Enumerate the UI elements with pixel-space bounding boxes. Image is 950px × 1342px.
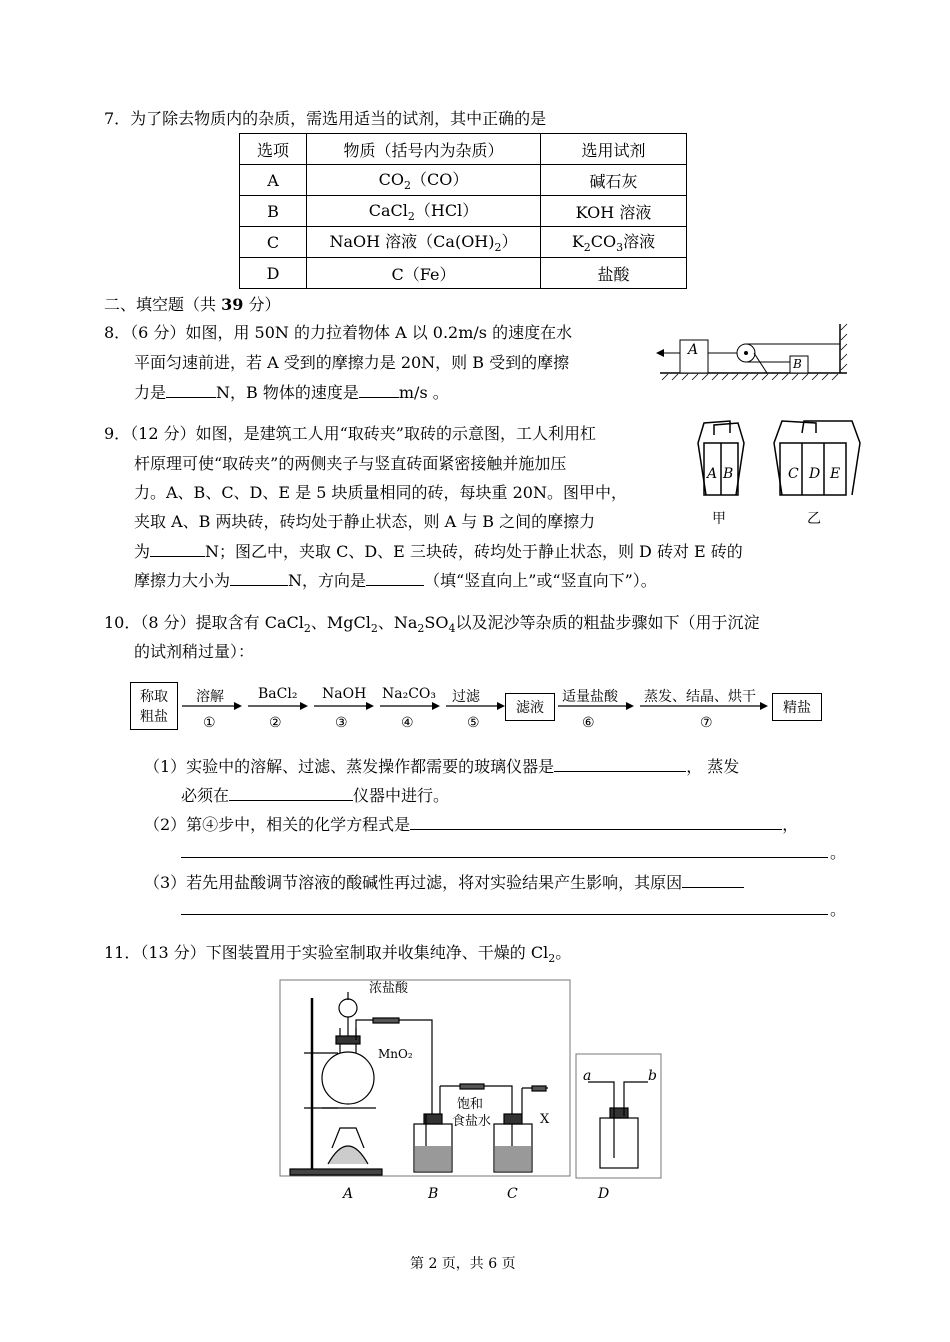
q7-stem: 7．为了除去物质内的杂质，需选用适当的试剂，其中正确的是: [104, 109, 547, 128]
q8-line-3: 力是 N，B 物体的速度是 m/s 。: [134, 383, 449, 402]
label-a: a: [583, 1068, 592, 1084]
q9-line-5: 为 N；图乙中，夹取 C、D、E 三块砖，砖均处于静止状态，则 D 砖对 E 砖的: [134, 542, 743, 561]
row-reagent: $K_2CO_3$溶液: [541, 227, 687, 258]
flow-step-num: ⑤: [467, 715, 480, 731]
q10-part-1: （1）实验中的溶解、过滤、蒸发操作都需要的玻璃仪器是 ， 蒸发: [144, 757, 740, 776]
flow-box-start: 称取 粗盐: [130, 682, 178, 730]
caption-d: D: [598, 1186, 610, 1202]
label-x: X: [540, 1112, 550, 1127]
caption-a: A: [343, 1186, 354, 1202]
header-option: 选项: [240, 134, 307, 165]
header-substance: 物质（括号内为杂质）: [307, 134, 541, 165]
fig-block-b-label: B: [793, 357, 802, 371]
flow-step-label: 适量盐酸: [562, 689, 618, 705]
brick-label: E: [830, 466, 841, 482]
answer-blank[interactable]: [166, 381, 216, 398]
q11-apparatus-figure: [278, 978, 668, 1184]
page-footer: 第 2 页，共 6 页: [410, 1256, 516, 1272]
row-option: D: [240, 258, 307, 289]
label-brine-2: 食盐水: [452, 1114, 492, 1129]
flow-step-label: 过滤: [452, 689, 480, 705]
fig-caption-jia: 甲: [712, 511, 726, 527]
row-option: B: [240, 196, 307, 227]
row-substance: C（Fe）: [307, 258, 541, 289]
brick-label: D: [809, 466, 821, 482]
row-reagent: 碱石灰: [541, 165, 687, 196]
flow-step-num: ①: [203, 715, 216, 731]
q7-table: [239, 133, 687, 289]
q10-part-2-end: 。: [830, 843, 847, 862]
table-row: [240, 165, 687, 196]
row-substance: CaCl$_2$（HCl）: [307, 196, 541, 227]
flow-step-label: 蒸发、结晶、烘干: [644, 689, 756, 705]
table-row: [240, 227, 687, 258]
q9-line-6: 摩擦力大小为 N，方向是 （填“竖直向上”或“竖直向下”）。: [134, 571, 657, 590]
q10-line-1: 10．（8 分）提取含有 CaCl$_2$、MgCl$_2$、$Na_2SO_4$以及泥沙等杂质的粗盐步骤如下（用于沉淀: [104, 613, 760, 636]
table-header-row: [240, 134, 687, 165]
label-mno2: MnO₂: [378, 1047, 413, 1061]
q9-line-3: 力。A、B、C、D、E 是 5 块质量相同的砖，每块重 20N。图甲中，: [134, 483, 627, 502]
q8-line-1: 8．（6 分）如图，用 50N 的力拉着物体 A 以 0.2m/s 的速度在水: [104, 323, 573, 342]
flow-step-label: 溶解: [196, 689, 224, 705]
fig-block-a-label: A: [688, 342, 699, 358]
answer-line[interactable]: [181, 857, 828, 858]
q10-line-2: 的试剂稍过量）：: [134, 642, 255, 661]
q9-line-1: 9．（12 分）如图，是建筑工人用“取砖夹”取砖的示意图，工人利用杠: [104, 424, 596, 443]
q10-part-1-cont: 必须在 仪器中进行。: [181, 786, 450, 805]
flow-step-label: NaOH: [322, 686, 367, 702]
answer-blank[interactable]: [554, 755, 686, 772]
row-substance: $CO_2(CO)$: [307, 165, 541, 196]
caption-c: C: [507, 1186, 518, 1202]
flow-step-label: Na₂CO₃: [382, 686, 437, 702]
answer-blank[interactable]: [150, 540, 205, 557]
label-b: b: [648, 1068, 657, 1084]
q8-pulley-figure: [652, 322, 852, 382]
q9-line-4: 夹取 A、B 两块砖，砖均处于静止状态，则 A 与 B 之间的摩擦力: [134, 512, 596, 531]
flow-step-num: ⑥: [582, 715, 595, 731]
table-row: [240, 196, 687, 227]
q10-part-3: （3）若先用盐酸调节溶液的酸碱性再过滤，将对实验结果产生影响，其原因: [144, 871, 744, 894]
brick-label: C: [788, 466, 799, 482]
q11-stem: 11．（13 分）下图装置用于实验室制取并收集纯净、干燥的 $Cl_2$。: [104, 943, 572, 966]
section-heading: 二、填空题（共 39 分）: [104, 295, 281, 314]
answer-blank[interactable]: [366, 569, 424, 586]
flow-box-end: 精盐: [772, 693, 822, 721]
answer-blank[interactable]: [230, 569, 288, 586]
answer-blank[interactable]: [229, 784, 353, 801]
flow-step-num: ②: [269, 715, 282, 731]
brick-label: B: [723, 466, 734, 482]
q10-part-2: （2）第④步中，相关的化学方程式是 ，: [144, 815, 799, 834]
row-option: A: [240, 165, 307, 196]
row-reagent: KOH 溶液: [541, 196, 687, 227]
flow-step-num: ③: [335, 715, 348, 731]
flow-step-num: ④: [401, 715, 414, 731]
answer-line[interactable]: [181, 914, 828, 915]
table-row: [240, 258, 687, 289]
flow-step-num: ⑦: [700, 715, 713, 731]
row-reagent: 盐酸: [541, 258, 687, 289]
answer-blank[interactable]: [682, 871, 744, 888]
answer-blank[interactable]: [359, 381, 399, 398]
caption-b: B: [428, 1186, 439, 1202]
header-reagent: 选用试剂: [541, 134, 687, 165]
q9-brick-tongs-figure: [692, 415, 862, 500]
label-brine-1: 饱和: [457, 1097, 484, 1112]
flow-step-label: BaCl₂: [258, 686, 298, 702]
row-option: C: [240, 227, 307, 258]
label-conc-hcl: 浓盐酸: [369, 981, 409, 996]
row-substance: NaOH 溶液$(Ca(OH)_2)$: [307, 227, 541, 258]
answer-blank[interactable]: [410, 813, 782, 830]
flow-box-filtrate: 滤液: [505, 693, 555, 721]
fig-caption-yi: 乙: [807, 511, 821, 527]
q10-part-3-end: 。: [830, 900, 847, 919]
q9-line-2: 杆原理可使“取砖夹”的两侧夹子与竖直砖面紧密接触并施加压: [134, 454, 567, 473]
brick-label: A: [707, 466, 718, 482]
q8-line-2: 平面匀速前进，若 A 受到的摩擦力是 20N，则 B 受到的摩擦: [134, 353, 570, 372]
